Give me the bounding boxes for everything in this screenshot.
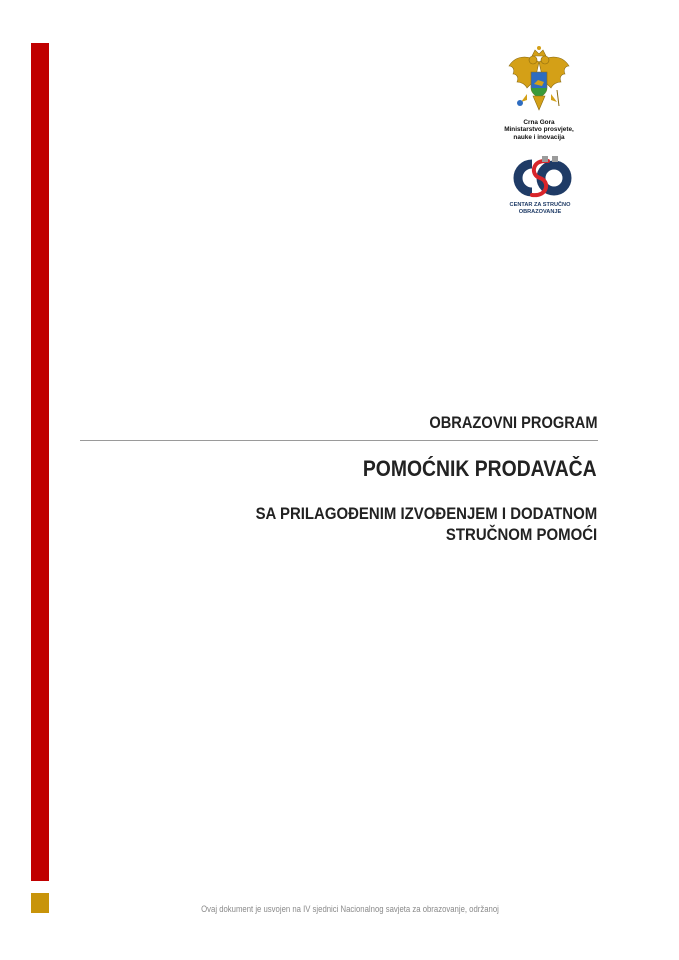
cso-logo-icon: [502, 155, 578, 201]
subtitle-line-1: SA PRILAGOĐENIM IZVOĐENJEM I DODATNOM: [255, 504, 597, 523]
document-title: POMOĆNIK PRODAVAČA: [363, 456, 597, 481]
ministry-line-3: nauke i inovacija: [513, 133, 565, 141]
cso-name: [494, 202, 586, 215]
adoption-footnote: Ovaj dokument je usvojen na IV sjednici Nacionalnog savjeta za obrazovanje, održanoj: [201, 904, 499, 914]
subtitle-line-2: STRUČNOM POMOĆI: [445, 525, 597, 544]
cso-line-1: CENTAR ZA STRUČNO: [509, 202, 571, 208]
decorative-gold-square: [31, 893, 49, 913]
ministry-name: [492, 119, 586, 141]
ministry-country: Crna Gora: [523, 119, 555, 126]
document-type: OBRAZOVNI PROGRAM: [428, 413, 597, 432]
coat-of-arms-icon: [505, 44, 573, 116]
document-subtitle: [255, 503, 597, 545]
title-divider: [80, 440, 598, 441]
cso-line-2: OBRAZOVANJE: [518, 208, 562, 215]
ministry-line-2: Ministarstvo prosvjete,: [504, 126, 574, 134]
decorative-red-bar: [31, 43, 49, 881]
